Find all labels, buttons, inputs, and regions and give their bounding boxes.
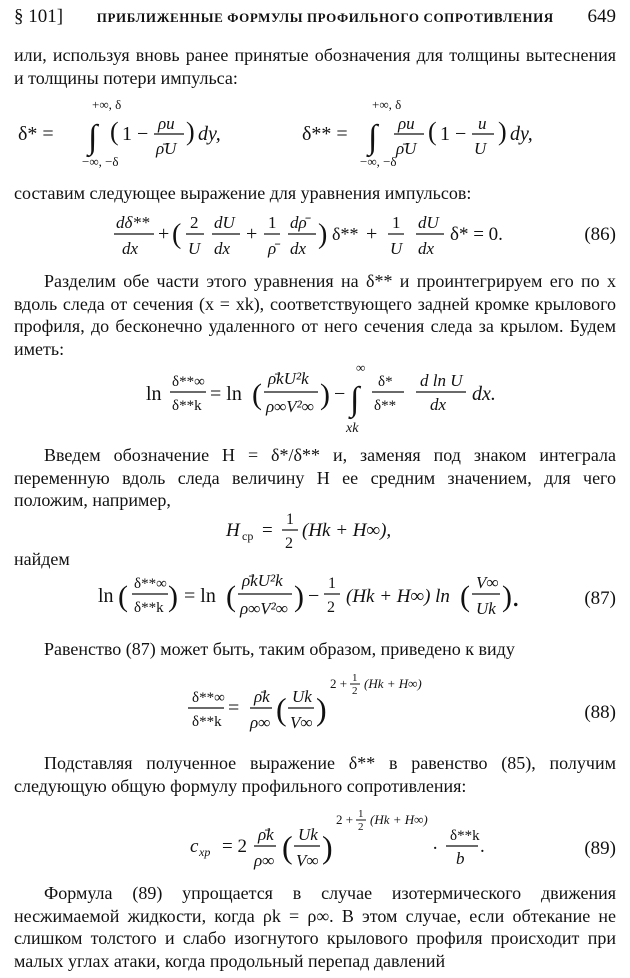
page-number: 649 [587,6,616,27]
svg-text:∫: ∫ [88,119,98,156]
paragraph-3: Разделим обе части этого уравнения на δ** и проинтегрируем его по x вдоль следа от сечения (x = xk), соответствующего задней кромке крылового профиля, до бесконечно удаленного от него сечения следа за крылом. Будем иметь: [14,271,616,359]
svg-text:(Hk + H∞): (Hk + H∞) [370,812,428,827]
svg-text:δ*: δ* [378,374,393,390]
svg-text:δ**k: δ**k [172,398,202,414]
svg-text:ρ∞V²∞: ρ∞V²∞ [266,397,314,416]
svg-text:=: = [228,697,240,719]
svg-text:+: + [158,223,170,245]
equation-number-86: (86) [584,224,616,245]
svg-text:ρ̄U: ρ̄U [396,139,417,158]
svg-text:+∞, δ: +∞, δ [92,97,122,112]
svg-text:(: ( [172,219,182,250]
svg-text:): ) [320,378,330,411]
svg-text:ρ̄k: ρ̄k [258,825,274,844]
svg-text:dρ̄: dρ̄ [290,213,307,232]
svg-text:b: b [456,849,465,868]
svg-text:d ln U: d ln U [420,371,463,390]
svg-text:ρ̄: ρ̄ [268,239,277,258]
equation-displacement-thickness [0,96,630,168]
svg-text:·: · [432,838,439,859]
svg-text:1 −: 1 − [440,123,467,145]
svg-text:dx.: dx. [472,383,496,405]
svg-text:Uk: Uk [298,825,318,844]
svg-text:dU: dU [214,213,235,232]
svg-text:= ln: = ln [184,585,216,607]
svg-text:δ** =: δ** = [302,123,348,145]
paragraph-7: Подставляя полученное выражение δ** в равенство (85), получим следующую общую формулу профильного сопротивления: [14,753,616,796]
svg-text:V∞: V∞ [296,851,319,870]
section-number: § 101] [14,6,64,27]
svg-text:2: 2 [285,535,293,552]
svg-text:u: u [478,114,487,133]
svg-text:2: 2 [190,213,199,232]
paragraph-1: или, используя вновь ранее принятые обозначения для толщины вытеснения и толщины потери импульса: [14,45,616,88]
svg-text:): ) [186,117,195,146]
svg-text:= 2: = 2 [222,836,247,857]
svg-text:= ln: = ln [210,383,242,405]
svg-text:δ**: δ** [374,398,397,414]
svg-text:V∞: V∞ [476,573,499,592]
svg-text:δ**∞: δ**∞ [192,690,225,706]
svg-text:∫: ∫ [350,381,360,418]
svg-text:): ) [294,580,304,613]
paragraph-5: найдем [14,549,70,569]
svg-text:dy,: dy, [198,123,221,145]
svg-text:1: 1 [328,575,336,592]
svg-text:δ**∞: δ**∞ [172,374,205,390]
svg-text:dU: dU [418,213,439,232]
equation-log-integral [0,362,630,440]
svg-text:(: ( [252,378,262,411]
svg-text:ρ̄k: ρ̄k [254,687,270,706]
svg-text:δ**k: δ**k [450,828,480,844]
svg-text:U: U [390,239,403,258]
svg-text:).: ). [502,580,520,613]
svg-text:(Hk + H∞): (Hk + H∞) [364,676,422,691]
svg-text:): ) [168,580,178,613]
svg-text:1: 1 [392,213,401,232]
svg-text:(: ( [276,691,287,727]
equation-number-88: (88) [584,702,616,723]
svg-text:∫: ∫ [368,119,378,156]
svg-text:−: − [334,383,346,405]
svg-text:δ* = 0.: δ* = 0. [450,224,503,245]
svg-text:dx: dx [214,239,231,258]
svg-text:+: + [366,223,378,245]
svg-text:1: 1 [352,672,358,684]
svg-text:ln: ln [98,585,114,607]
svg-text:U: U [474,139,487,158]
svg-text:ρ∞: ρ∞ [250,713,271,732]
equation-number-87: (87) [584,588,616,609]
svg-text:1: 1 [286,511,294,528]
svg-text:): ) [498,117,507,146]
svg-text:dδ**: dδ** [116,213,150,232]
svg-text:dx: dx [122,239,139,258]
paragraph-2: составим следующее выражение для уравнения импульсов: [14,183,472,203]
svg-text:ρ̄U: ρ̄U [156,139,177,158]
svg-text:): ) [318,219,328,250]
svg-text:.: . [480,836,485,857]
svg-text:(Hk + H∞) ln: (Hk + H∞) ln [346,586,450,607]
svg-text:c: c [190,836,199,857]
svg-text:(: ( [226,580,236,613]
svg-text:ρu: ρu [398,114,415,133]
svg-text:(: ( [428,117,437,146]
svg-text:=: = [262,520,273,541]
svg-text:xk: xk [346,421,359,436]
equation-87 [0,566,630,632]
svg-text:ρ̄kU²k: ρ̄kU²k [268,369,309,388]
svg-text:−∞, −δ: −∞, −δ [82,154,119,169]
svg-text:2: 2 [358,821,364,833]
svg-text:V∞: V∞ [290,713,313,732]
svg-text:(: ( [118,580,128,613]
svg-text:1 −: 1 − [122,123,149,145]
equation-88 [0,672,630,746]
svg-text:ср: ср [242,529,254,543]
equation-86 [0,208,630,264]
paragraph-4: Введем обозначение H = δ*/δ** и, заменяя под знаком интеграла переменную вдоль следа величину H ее средним значением, для чего положим, например, [14,445,616,510]
svg-text:−: − [308,585,320,607]
svg-text:(: ( [110,117,119,146]
svg-text:dx: dx [290,239,307,258]
svg-text:∞: ∞ [356,360,366,375]
svg-text:): ) [316,691,327,727]
svg-text:1: 1 [268,213,277,232]
svg-text:dx: dx [430,395,447,414]
svg-text:2: 2 [352,685,358,697]
svg-text:ρ∞: ρ∞ [254,851,275,870]
equation-number-89: (89) [584,838,616,859]
svg-text:2 +: 2 + [336,812,354,827]
svg-text:δ**∞: δ**∞ [134,576,167,592]
svg-text:U: U [188,239,201,258]
equation-89 [0,808,630,878]
svg-text:−∞, −δ: −∞, −δ [360,154,397,169]
svg-text:ln: ln [146,383,162,405]
svg-text:1: 1 [358,808,364,820]
svg-text:Uk: Uk [476,599,496,618]
svg-text:ρ̄kU²k: ρ̄kU²k [242,571,283,590]
running-title: ПРИБЛИЖЕННЫЕ ФОРМУЛЫ ПРОФИЛЬНОГО СОПРОТИВЛЕНИЯ [96,10,554,25]
running-header [14,6,616,30]
paragraph-6: Равенство (87) может быть, таким образом, приведено к виду [44,639,515,659]
svg-text:+: + [246,223,258,245]
svg-text:dx: dx [418,239,435,258]
svg-text:δ**: δ** [332,224,359,244]
svg-text:δ**k: δ**k [192,714,222,730]
svg-text:+∞, δ: +∞, δ [372,97,402,112]
svg-text:ρu: ρu [158,114,175,133]
svg-text:2: 2 [327,599,335,616]
svg-text:Uk: Uk [292,687,312,706]
svg-text:2 +: 2 + [330,676,348,691]
svg-text:xp: xp [199,845,211,859]
svg-text:δ* =: δ* = [18,123,54,145]
paragraph-8: Формула (89) упрощается в случае изотермического движения несжимаемой жидкости, когда ρk = ρ∞. В этом случае, если обтекание не слишком толстого и слабо изогнутого крылового профиля происходит при малых углах атаки, когда продольный перепад давлений [14,883,616,971]
svg-text:(Hk + H∞),: (Hk + H∞), [302,520,392,541]
svg-text:dy,: dy, [510,123,533,145]
svg-text:(: ( [282,829,293,865]
svg-text:): ) [322,829,333,865]
svg-text:(: ( [460,580,470,613]
svg-text:H: H [226,520,240,541]
svg-text:ρ∞V²∞: ρ∞V²∞ [240,599,288,618]
svg-text:δ**k: δ**k [134,600,164,616]
